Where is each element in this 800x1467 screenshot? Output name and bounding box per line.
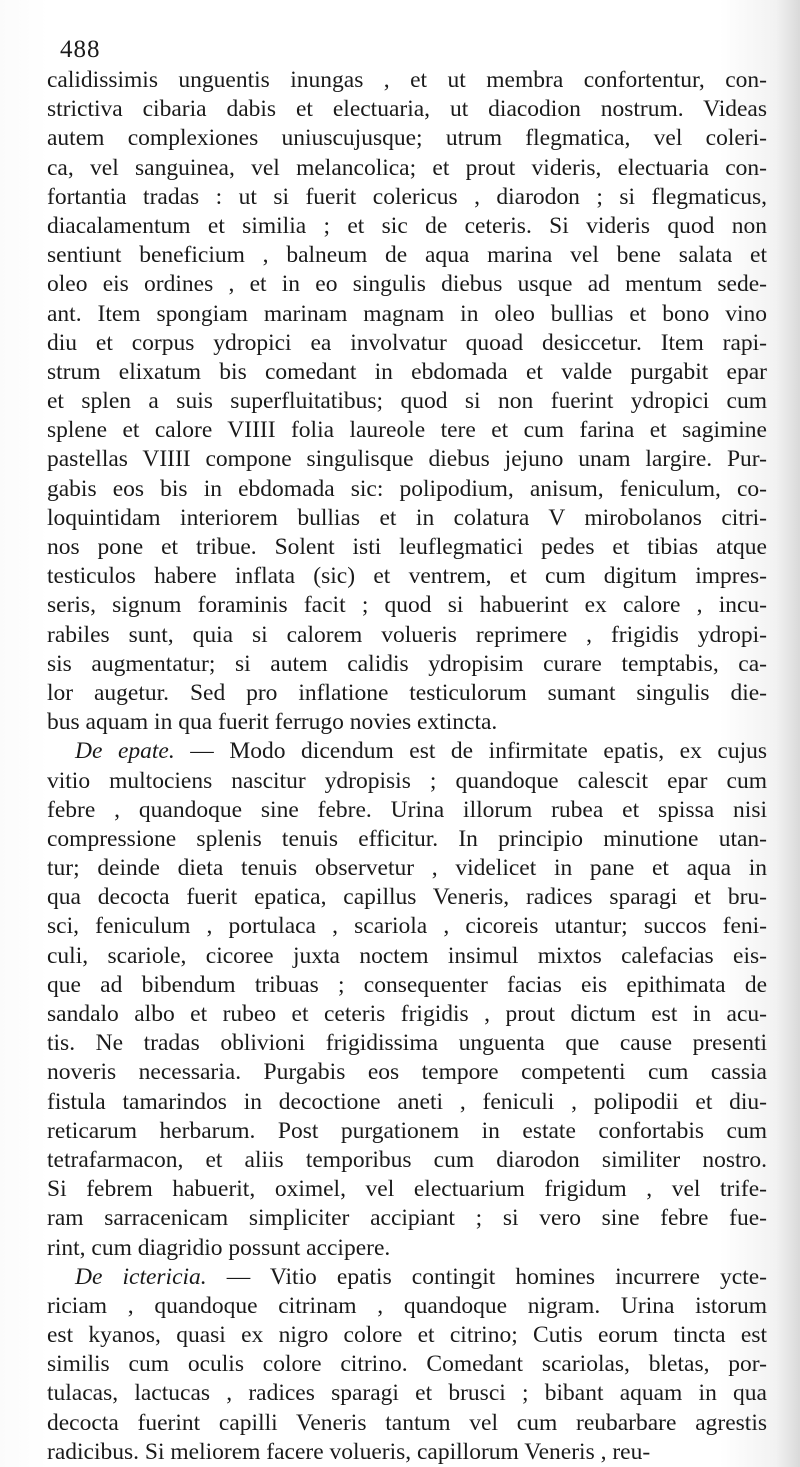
line-text: gabis eos bis in ebdomada sic: polipodium, anisum, feniculum, co- (47, 475, 767, 502)
line-text: strum elixatum bis comedant in ebdomada et valde purgabit epar (47, 358, 767, 385)
text-line (47, 1409, 767, 1438)
text-line (47, 708, 767, 737)
text-line (47, 1146, 767, 1175)
text-line (47, 912, 767, 941)
section-heading: De epate. (75, 738, 175, 765)
text-line (47, 475, 767, 504)
text-line (47, 562, 767, 591)
text-line (47, 1321, 767, 1350)
line-text: strictiva cibaria dabis et electuaria, ut diacodion nostrum. Videas (47, 96, 767, 123)
line-text: febre , quandoque sine febre. Urina illorum rubea et spissa nisi (47, 796, 767, 823)
line-text: nos pone et tribue. Solent isti leuflegmatici pedes et tibias atque (47, 534, 767, 560)
text-line (47, 883, 767, 912)
line-text: sci, feniculum , portulaca , scariola , cicoreis utantur; succos feni- (47, 913, 767, 940)
text-line (47, 504, 767, 533)
text-line (47, 533, 767, 562)
line-text: vitio multociens nascitur ydropisis ; quandoque calescit epar cum (47, 767, 767, 794)
text-line (47, 1292, 767, 1321)
text-line (47, 1175, 767, 1204)
paragraph-p3 (47, 1263, 767, 1467)
line-text: compressione splenis tenuis efficitur. In principio minutione utan- (47, 825, 767, 852)
line-text: sandalo albo et rubeo et ceteris frigidis , prout dictum est in acu- (47, 1001, 767, 1027)
text-line (47, 1438, 767, 1467)
text-line (47, 1117, 767, 1146)
text-line (47, 300, 767, 329)
line-text: decocta fuerint capilli Veneris tantum vel cum reubarbare agrestis (47, 1409, 767, 1436)
text-line (47, 621, 767, 650)
line-text: — Vitio epatis contingit homines incurrere ycte- (206, 1263, 767, 1290)
line-text: oleo eis ordines , et in eo singulis diebus usque ad mentum sede- (47, 271, 767, 298)
text-line (47, 1350, 767, 1379)
line-text: bus aquam in qua fuerit ferrugo novies extincta. (47, 709, 498, 736)
line-text: sentiunt beneficium , balneum de aqua marina vel bene salata et (47, 242, 767, 269)
line-text: culi, scariole, cicoree juxta noctem insimul mixtos calefacias eis- (47, 942, 767, 969)
text-line (47, 679, 767, 708)
text-line (47, 650, 767, 679)
text-line (47, 241, 767, 270)
line-text: Si febrem habuerit, oximel, vel electuarium frigidum , vel trife- (47, 1176, 767, 1203)
line-text: rabiles sunt, quia si calorem volueris reprimere , frigidis ydropi- (47, 621, 767, 648)
text-line (47, 95, 767, 124)
text-line (47, 1058, 767, 1087)
text-line (47, 212, 767, 241)
line-text: noveris necessaria. Purgabis eos tempore competenti cum cassia (47, 1059, 767, 1086)
text-line (47, 854, 767, 883)
text-line (47, 416, 767, 445)
text-line (47, 183, 767, 212)
line-text: ca, vel sanguinea, vel melancolica; et prout videris, electuaria con- (47, 154, 767, 181)
line-text: tis. Ne tradas oblivioni frigidissima unguenta que cause presenti (47, 1030, 767, 1057)
text-line (47, 1088, 767, 1117)
line-text: que ad bibendum tribuas ; consequenter facias eis epithimata de (47, 971, 767, 998)
line-text: seris, signum foraminis facit ; quod si habuerint ex calore , incu- (47, 592, 767, 619)
line-text: radicibus. Si meliorem facere volueris, capillorum Veneris , reu- (47, 1438, 651, 1465)
line-text: tulacas, lactucas , radices sparagi et brusci ; bibant aquam in qua (47, 1380, 767, 1407)
line-text: reticarum herbarum. Post purgationem in estate confortabis cum (47, 1117, 767, 1144)
text-line (47, 358, 767, 387)
text-line (47, 154, 767, 183)
line-text: fortantia tradas : ut si fuerit colericus , diarodon ; si flegmaticus, (47, 183, 767, 210)
line-text: tur; deinde dieta tenuis observetur , videlicet in pane et aqua in (47, 855, 767, 882)
paragraph-p2 (47, 737, 767, 1262)
line-text: diu et corpus ydropici ea involvatur quoad desiccetur. Item rapi- (47, 329, 767, 356)
text-line (47, 591, 767, 620)
text-line (47, 1379, 767, 1408)
page-number: 488 (60, 36, 101, 63)
line-text: est kyanos, quasi ex nigro colore et citrino; Cutis eorum tincta est (47, 1322, 767, 1349)
line-text: calidissimis unguentis inungas , et ut membra confortentur, con- (47, 67, 767, 93)
line-text: loquintidam interiorem bullias et in colatura V mirobolanos citri- (47, 504, 767, 531)
line-text: splene et calore VIIII folia laureole tere et cum farina et sagimine (47, 417, 767, 444)
line-text: ram sarracenicam simpliciter accipiant ; si vero sine febre fue- (47, 1205, 767, 1232)
text-line (47, 124, 767, 153)
line-text: rint, cum diagridio possunt accipere. (47, 1234, 391, 1261)
text-line (47, 825, 767, 854)
line-text: diacalamentum et similia ; et sic de ceteris. Si videris quod non (47, 212, 767, 239)
text-line (47, 737, 767, 766)
line-text: — Modo dicendum est de infirmitate epatis, ex cujus (174, 738, 767, 765)
line-text: lor augetur. Sed pro inflatione testiculorum sumant singulis die- (47, 679, 767, 706)
line-text: tetrafarmacon, et aliis temporibus cum diarodon similiter nostro. (47, 1146, 767, 1173)
text-line (47, 1029, 767, 1058)
text-line (47, 387, 767, 416)
paragraph-p1 (47, 66, 767, 737)
text-block (47, 66, 767, 1467)
text-line (47, 445, 767, 474)
text-line (47, 942, 767, 971)
text-line (47, 971, 767, 1000)
text-line (47, 1263, 767, 1292)
line-text: autem complexiones uniuscujusque; utrum flegmatica, vel coleri- (47, 125, 767, 152)
text-line (47, 796, 767, 825)
line-text: qua decocta fuerit epatica, capillus Veneris, radices sparagi et bru- (47, 884, 767, 911)
line-text: et splen a suis superfluitatibus; quod si non fuerint ydropici cum (47, 388, 767, 415)
text-line (47, 767, 767, 796)
line-text: similis cum oculis colore citrino. Comedant scariolas, bletas, por- (47, 1351, 767, 1378)
line-text: testiculos habere inflata (sic) et ventrem, et cum digitum impres- (47, 563, 767, 590)
text-line (47, 66, 767, 95)
line-text: pastellas VIIII compone singulisque diebus jejuno unam largire. Pur- (47, 446, 767, 473)
line-text: sis augmentatur; si autem calidis ydropisim curare temptabis, ca- (47, 650, 767, 677)
text-line (47, 1204, 767, 1233)
line-text: ant. Item spongiam marinam magnam in oleo bullias et bono vino (47, 300, 767, 327)
text-line (47, 1000, 767, 1029)
text-line (47, 1234, 767, 1263)
line-text: riciam , quandoque citrinam , quandoque nigram. Urina istorum (47, 1292, 767, 1319)
text-line (47, 270, 767, 299)
section-heading: De ictericia. (75, 1263, 207, 1290)
text-line (47, 329, 767, 358)
line-text: fistula tamarindos in decoctione aneti , feniculi , polipodii et diu- (47, 1088, 767, 1115)
